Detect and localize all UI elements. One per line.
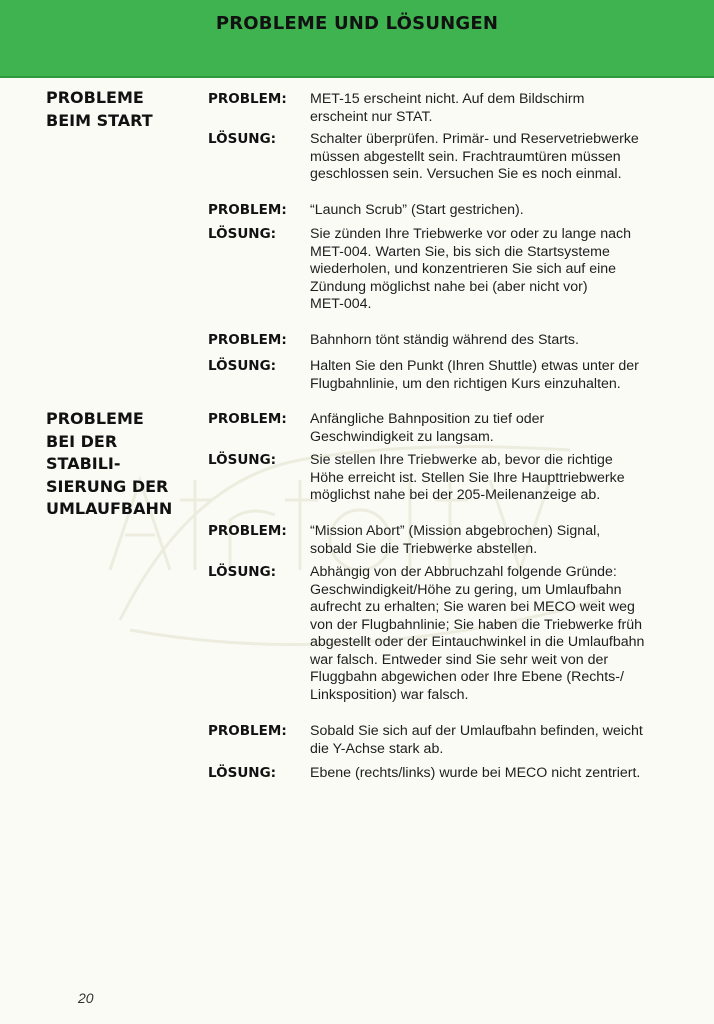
problem-label: PROBLEM: — [208, 332, 287, 348]
solution-text: Abhängig von der Abbruchzahl folgende Gründe: Geschwindigkeit/Höhe zu gering, um Umlaufbahn aufrecht zu erhalten; Sie waren bei MECO weit weg von der Flugbahnlinie; Sie haben die Triebwerke früh abgestellt oder der Eintauchwinkel in die Umlaufbahn war falsch. Entweder sind Sie sehr weit von der Fluggbahn abgewichen oder Ihre Ebene (Rechts-/ Linksposition) war falsch. — [310, 564, 645, 703]
page-number: 20 — [78, 990, 94, 1006]
section-heading-start: PROBLEME BEIM START — [46, 88, 153, 130]
solution-label: LÖSUNG: — [208, 226, 277, 242]
solution-text: Sie stellen Ihre Triebwerke ab, bevor die richtige Höhe erreicht ist. Stellen Sie Ihre Haupttriebwerke möglichst nahe bei der 205-Meilenanzeige ab. — [310, 452, 625, 503]
problem-label: PROBLEM: — [208, 91, 287, 107]
solution-text: Sie zünden Ihre Triebwerke vor oder zu lange nach MET-004. Warten Sie, bis sich die Startsysteme wiederholen, und konzentrieren Sie sich auf eine Zündung möglichst nahe bei (aber nicht vor) MET-004. — [310, 226, 631, 312]
header-banner — [0, 0, 714, 78]
problem-label: PROBLEM: — [208, 723, 287, 739]
problem-label: PROBLEM: — [208, 523, 287, 539]
solution-label: LÖSUNG: — [208, 564, 277, 580]
problem-label: PROBLEM: — [208, 411, 287, 427]
problem-text: MET-15 erscheint nicht. Auf dem Bildschirm erscheint nur STAT. — [310, 91, 585, 125]
section-heading-orbit: PROBLEME BEI DER STABILI- SIERUNG DER UMLAUFBAHN — [46, 409, 173, 518]
solution-text: Halten Sie den Punkt (Ihren Shuttle) etwas unter der Flugbahnlinie, um den richtigen Kurs einzuhalten. — [310, 358, 639, 392]
problem-text: Sobald Sie sich auf der Umlaufbahn befinden, weicht die Y-Achse stark ab. — [310, 723, 643, 757]
problem-label: PROBLEM: — [208, 202, 287, 218]
problem-text: Bahnhorn tönt ständig während des Starts. — [310, 332, 579, 348]
problem-text: Anfängliche Bahnposition zu tief oder Geschwindigkeit zu langsam. — [310, 411, 545, 445]
solution-label: LÖSUNG: — [208, 452, 277, 468]
solution-text: Ebene (rechts/links) wurde bei MECO nicht zentriert. — [310, 765, 641, 781]
solution-label: LÖSUNG: — [208, 131, 277, 147]
solution-label: LÖSUNG: — [208, 765, 277, 781]
page-title: PROBLEME UND LÖSUNGEN — [215, 13, 499, 34]
problem-text: “Mission Abort” (Mission abgebrochen) Signal, sobald Sie die Triebwerke abstellen. — [310, 523, 601, 557]
solution-label: LÖSUNG: — [208, 358, 277, 374]
problem-text: “Launch Scrub” (Start gestrichen). — [310, 202, 524, 218]
solution-text: Schalter überprüfen. Primär- und Reservetriebwerke müssen abgestellt sein. Frachtraumtüren müssen geschlossen sein. Versuchen Sie es noch einmal. — [310, 131, 639, 182]
